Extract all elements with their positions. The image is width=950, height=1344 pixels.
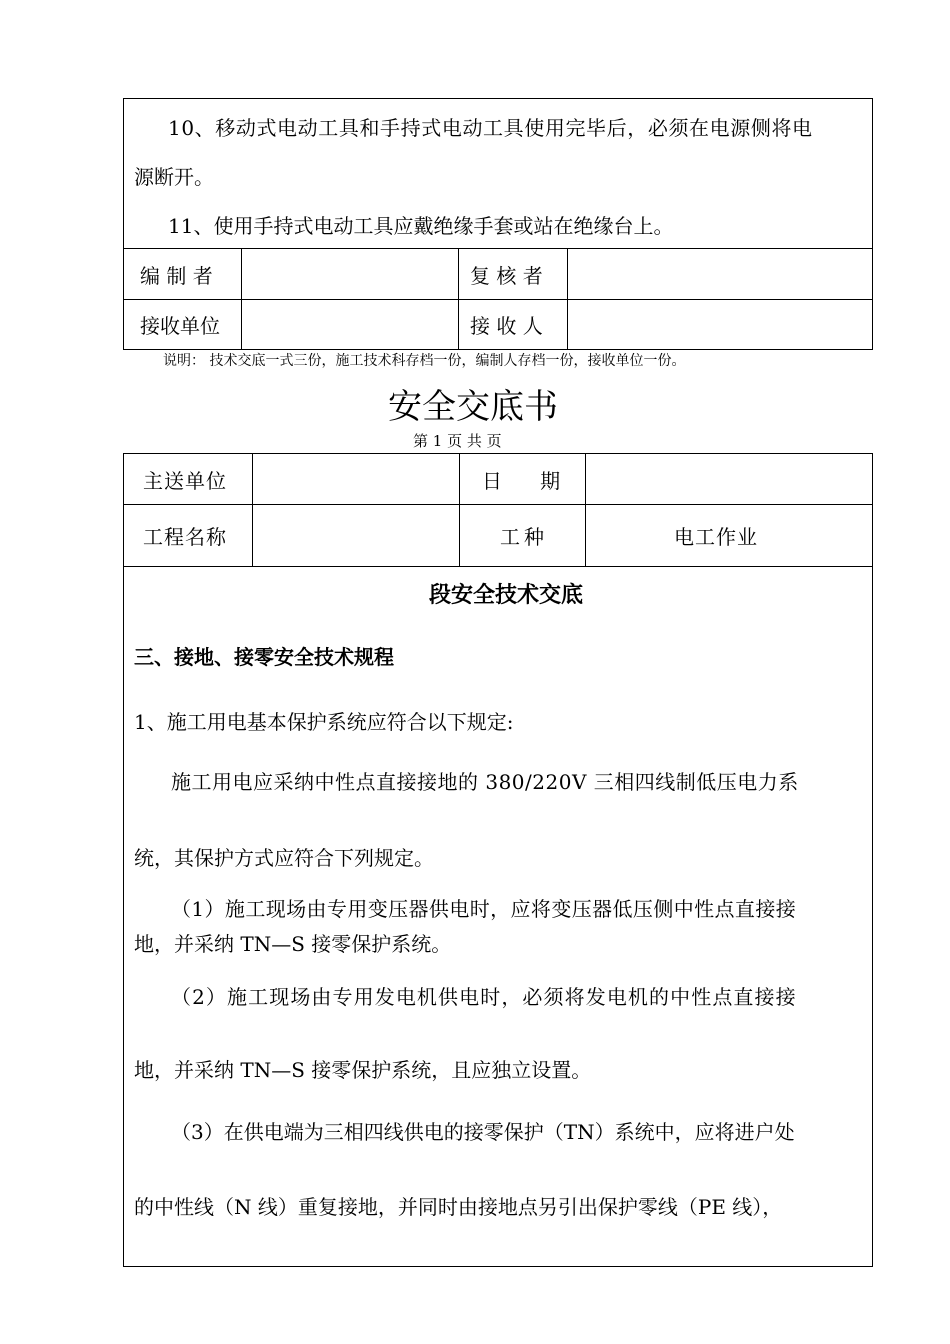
work-type-label: 工种 xyxy=(500,525,548,549)
receiving-unit-label: 接收单位 xyxy=(140,314,220,338)
main-table-col-divider-3 xyxy=(585,453,586,566)
compiler-label: 编 制 者 xyxy=(140,264,213,288)
main-table-row-divider-1 xyxy=(123,504,873,505)
sub1-line2: 地，并采纳 TN—S 接零保护系统。 xyxy=(134,932,452,956)
footnote: 说明： 技术交底一式三份，施工技术科存档一份，编制人存档一份，接收单位一份。 xyxy=(163,353,686,369)
top-table-divider xyxy=(123,248,873,249)
work-type-value: 电工作业 xyxy=(674,525,758,549)
main-table-col-divider-2 xyxy=(459,453,460,566)
para1-line2: 统，其保护方式应符合下列规定。 xyxy=(134,846,434,870)
main-table-col-divider-1 xyxy=(252,453,253,566)
sub3-line1: （3）在供电端为三相四线供电的接零保护（TN）系统中，应将进户处 xyxy=(171,1120,795,1144)
reviewer-label: 复 核 者 xyxy=(470,264,543,288)
sub2-line2: 地，并采纳 TN—S 接零保护系统，且应独立设置。 xyxy=(134,1058,592,1082)
sub3-line2: 的中性线（N 线）重复接地，并同时由接地点另引出保护零线（PE 线）， xyxy=(134,1195,783,1219)
sub1-line1: （1）施工现场由专用变压器供电时，应将变压器低压侧中性点直接接 xyxy=(171,897,797,921)
top-table-row-divider xyxy=(123,299,873,300)
section-heading: 三、接地、接零安全技术规程 xyxy=(134,645,394,669)
project-label: 工程名称 xyxy=(143,525,227,549)
item10-line1: 10、移动式电动工具和手持式电动工具使用完毕后，必须在电源侧将电 xyxy=(168,116,813,140)
sub2-line1: （2）施工现场由专用发电机供电时，必须将发电机的中性点直接接 xyxy=(171,985,797,1009)
para1-line1: 施工用电应采纳中性点直接接地的 380/220V 三相四线制低压电力系 xyxy=(171,770,799,794)
page-info: 第 1 页 共 页 xyxy=(413,432,502,450)
section-title: 段安全技术交底 xyxy=(429,582,584,608)
item10-line2: 源断开。 xyxy=(134,165,214,189)
main-table-row-divider-2 xyxy=(123,566,873,567)
receiver-label: 接 收 人 xyxy=(470,314,543,338)
item1: 1、施工用电基本保护系统应符合以下规定: xyxy=(134,710,514,734)
top-table-col-divider-2 xyxy=(458,248,459,350)
top-table-col-divider-1 xyxy=(241,248,242,350)
item11: 11、使用手持式电动工具应戴绝缘手套或站在绝缘台上。 xyxy=(168,214,674,238)
document-title: 安全交底书 xyxy=(388,387,558,427)
sender-label: 主送单位 xyxy=(143,469,227,493)
date-label: 日 期 xyxy=(482,469,561,493)
top-table-col-divider-3 xyxy=(567,248,568,350)
